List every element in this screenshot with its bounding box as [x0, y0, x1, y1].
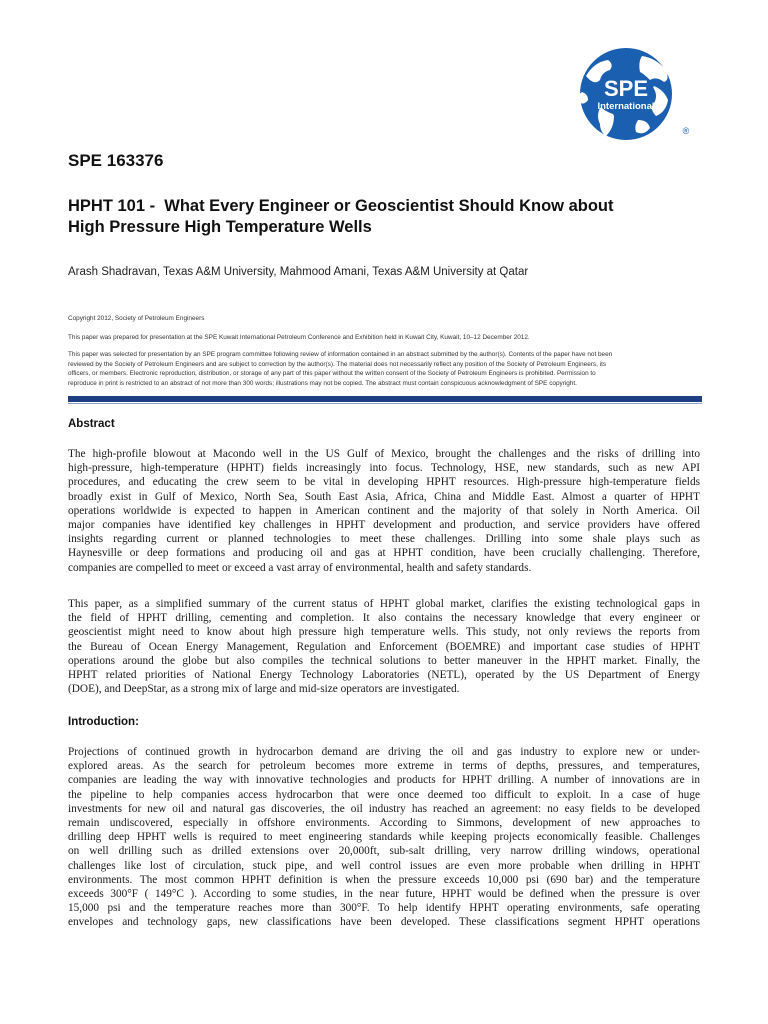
paper-number: SPE 163376 — [68, 151, 164, 170]
globe-logo-icon — [556, 46, 696, 142]
abstract-paragraph-1: The high-profile blowout at Macondo well in the US Gulf of Mexico, brought the challenges and the risks of drilling into high-pressure, high-temperature (HPHT) fields increasingly into focus. Technology, HSE, new standards, such as new API procedures, and educating the crew seem to be vital in developing HPHT resources. High-pressure high-temperature fields broadly exist in Gulf of Mexico, North Sea, South East Asia, Africa, China and Middle East. Almost a quarter of HPHT operations worldwide is expected to happen in American continent and the majority of that solely in North America. Oil major companies have identified key challenges in HPHT development and production, and service providers have offered insights regarding current or planned technologies to meet these challenges. Drilling into some shale plays such as Haynesville or deep formations and producing oil and gas at HPHT condition, have been crucially challenging. Therefore, companies are compelled to meet or exceed a vast array of environmental, health and safety standards. — [68, 448, 700, 574]
selection-notice: This paper was selected for presentation by an SPE program committee following review of information contained in an abstract submitted by the author(s). Contents of the paper have not been reviewed by the Society of Petroleum Engineers and are subject to correction by the author(s). The material does not necessarily reflect any position of the Society of Petroleum Engineers, its officers, or members. Electronic reproduction, distribution, or storage of any part of this paper without the written consent of the Society of Petroleum Engineers is prohibited. Permission to reproduce in print is restricted to an abstract of not more than 300 words; illustrations may not be copied. The abstract must contain conspicuous acknowledgment of SPE copyright. — [68, 351, 613, 387]
spe-international-logo — [556, 46, 696, 142]
introduction-paragraph-1: Projections of continued growth in hydrocarbon demand are driving the oil and gas industry to explore new or under- explored areas. As the search for petroleum becomes more extreme in terms of depths, pressures, and temperatures, companies are leading the way with innovative technologies and products for HPHT drilling. A number of innovations are in the pipeline to help companies access hydrocarbon that were once deemed too difficult to exploit. In a case of huge investments for new oil and natural gas discoveries, the oil industry has reached an agreement: no easy fields to be developed remain undiscovered, especially in offshore environments. According to Simmons, development of new approaches to drilling deep HPHT wells is required to meet engineering standards while keeping projects economically feasible. Challenges on well drilling such as drilled extensions over 20,000ft, sub-salt drilling, very narrow drilling windows, operational challenges like lost of circulation, stuck pipe, and well control issues are even more probable when drilling in HPHT environments. The most common HPHT definition is when the pressure exceeds 10,000 psi (690 bar) and the temperature exceeds 300°F ( 149°C ). According to some studies, in the near future, HPHT would be defined when the pressure is over 15,000 psi and the temperature reaches more than 300°F. To help identify HPHT operating environments, safe operating envelopes and technology gaps, new classifications have been developed. These classifications segment HPHT operations — [68, 746, 700, 929]
author-list: Arash Shadravan, Texas A&M University, Mahmood Amani, Texas A&M University at Qatar — [68, 266, 529, 278]
title-line: HPHT 101 - What Every Engineer or Geoscientist Should Know about — [68, 197, 614, 215]
abstract-heading: Abstract — [68, 418, 115, 430]
copyright-notice: Copyright 2012, Society of Petroleum Engineers — [68, 315, 205, 322]
svg-text:International: International — [597, 101, 655, 112]
header-divider — [68, 396, 702, 402]
introduction-heading: Introduction: — [68, 716, 139, 728]
header-divider-thin — [68, 403, 702, 404]
title-line: High Pressure High Temperature Wells — [68, 218, 372, 236]
abstract-paragraph-2: This paper, as a simplified summary of the current status of HPHT global market, clarifies the existing technological gaps in the field of HPHT drilling, cementing and completion. It also contains the necessary knowledge that every engineer or geoscientist might need to know about high pressure high temperature wells. This study, not only reviews the reports from the Bureau of Ocean Energy Management, Regulation and Enforcement (BOEMRE) and important case studies of HPHT operations around the globe but also compiles the technical solutions to better maneuver in the HPHT market. Finally, the HPHT related priorities of National Energy Technology Laboratories (NETL), operated by the US Department of Energy (DOE), and DeepStar, as a strong mix of large and mid-size operators are investigated. — [68, 598, 700, 696]
svg-text:®: ® — [682, 126, 690, 136]
paper-title — [68, 196, 688, 238]
prepared-notice: This paper was prepared for presentation at the SPE Kuwait International Petroleum Conference and Exhibition held in Kuwait City, Kuwait, 10–12 December 2012. — [68, 334, 530, 341]
svg-text:SPE: SPE — [603, 76, 649, 101]
